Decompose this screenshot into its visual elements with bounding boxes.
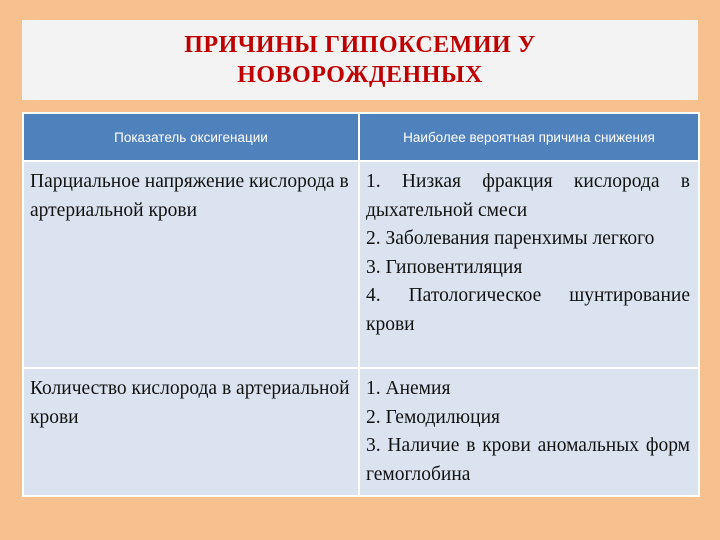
table-row <box>23 161 699 368</box>
header-cause: Наиболее вероятная причина снижения <box>359 113 699 161</box>
title-box <box>22 20 698 100</box>
cause-item: 1. Низкая фракция кислорода в дыхательной смеси <box>366 171 690 221</box>
header-indicator: Показатель оксигенации <box>23 113 359 161</box>
cause-item: 2. Заболевания паренхимы легкого <box>366 228 655 249</box>
cause-item: 2. Гемодилюция <box>366 406 500 428</box>
slide-title-line-2: НОВОРОЖДЕННЫХ <box>237 62 483 88</box>
causes-cell <box>359 161 699 368</box>
slide-title-line-1: ПРИЧИНЫ ГИПОКСЕМИИ У <box>184 32 536 58</box>
causes-table <box>22 112 700 497</box>
indicator-cell: Количество кислорода в артериальной крови <box>23 368 359 496</box>
causes-cell <box>359 368 699 496</box>
cause-item: 3. Наличие в крови аномальных форм гемоглобина <box>366 435 690 485</box>
table-row <box>23 368 699 496</box>
cause-item: 3. Гиповентиляция <box>366 256 523 278</box>
cause-item: 4. Патологическое шунтирование крови <box>366 285 690 335</box>
indicator-cell: Парциальное напряжение кислорода в артериальной крови <box>23 161 359 368</box>
cause-item: 1. Анемия <box>366 378 451 399</box>
table-header-row <box>23 113 699 161</box>
